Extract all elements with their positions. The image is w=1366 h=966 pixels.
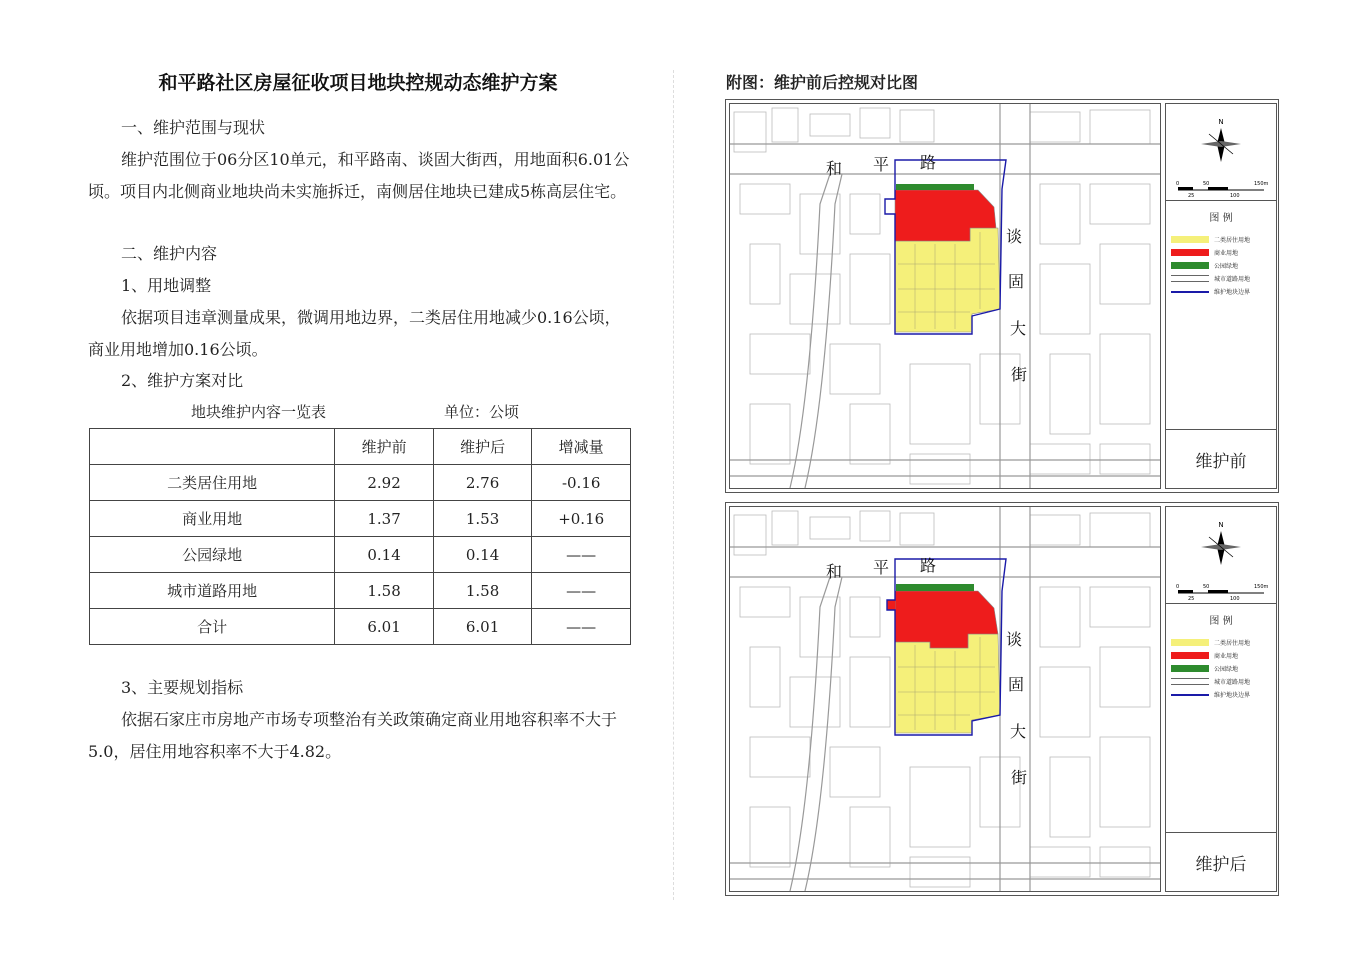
legend-swatch <box>1171 262 1209 269</box>
figure-title: 附图：维护前后控规对比图 <box>726 73 919 92</box>
map-panel-after <box>725 502 1279 896</box>
street-label-north: 平 <box>873 155 890 174</box>
table-row <box>90 501 631 537</box>
legend-item: 商业用地 <box>1171 651 1271 661</box>
table-row <box>90 609 631 645</box>
compass-icon <box>1166 507 1276 603</box>
map-sidebar <box>1165 103 1277 489</box>
section3-body: 依据石家庄市房地产市场专项整治有关政策确定商业用地容积率不大于5.0，居住用地容积率不大于4.82。 <box>88 710 618 761</box>
table-header-cell: 维护后 <box>433 429 532 465</box>
table-row <box>90 573 631 609</box>
table-row <box>90 465 631 501</box>
legend-item: 公园绿地 <box>1171 261 1271 271</box>
table-cell: 6.01 <box>335 609 434 645</box>
compass-icon <box>1166 104 1276 200</box>
table-cell: 2.76 <box>433 465 532 501</box>
comparison-table <box>89 428 631 645</box>
table-header-cell <box>90 429 335 465</box>
street-label-east: 大 <box>1010 722 1027 741</box>
table-header-row <box>90 429 631 465</box>
legend-title: 图 例 <box>1209 213 1233 224</box>
legend-item: 二类居住用地 <box>1171 235 1271 245</box>
table-cell: —— <box>532 537 631 573</box>
table-cell: 合计 <box>90 609 335 645</box>
table-cell: 1.37 <box>335 501 434 537</box>
scale-tick: 50 <box>1203 181 1210 187</box>
street-label-east: 谈 <box>1006 227 1023 246</box>
legend-title: 图 例 <box>1209 616 1233 627</box>
scale-tick: 0 <box>1176 181 1180 187</box>
table-caption: 地块维护内容一览表 <box>191 403 327 421</box>
section2-2-heading: 2、维护方案对比 <box>121 371 244 390</box>
panel-label: 维护前 <box>1195 451 1247 472</box>
map-before <box>729 103 1161 489</box>
scale-tick: 0 <box>1176 584 1180 590</box>
legend-swatch <box>1171 665 1209 672</box>
page-divider <box>673 70 674 900</box>
site-map-after <box>730 507 1160 891</box>
legend-item: 二类居住用地 <box>1171 638 1271 648</box>
north-label: N <box>1218 521 1224 529</box>
table-row <box>90 537 631 573</box>
legend-swatch <box>1171 275 1209 282</box>
street-label-north: 和 <box>826 562 843 581</box>
street-label-east: 大 <box>1010 319 1027 338</box>
table-cell: 二类居住用地 <box>90 465 335 501</box>
table-cell: 1.58 <box>433 573 532 609</box>
table-cell: +0.16 <box>532 501 631 537</box>
legend-item: 商业用地 <box>1171 248 1271 258</box>
legend-swatch <box>1171 639 1209 646</box>
section2-heading: 二、维护内容 <box>121 244 218 263</box>
legend-box <box>1166 201 1276 430</box>
site-map-before <box>730 104 1160 488</box>
legend-item: 城市道路用地 <box>1171 677 1271 687</box>
street-label-east: 固 <box>1008 272 1025 291</box>
table-cell: 2.92 <box>335 465 434 501</box>
table-cell: -0.16 <box>532 465 631 501</box>
north-scale-box <box>1166 507 1276 604</box>
table-header-cell: 增减量 <box>532 429 631 465</box>
table-cell: 0.14 <box>335 537 434 573</box>
panel-label: 维护后 <box>1195 854 1247 875</box>
table-cell: 1.53 <box>433 501 532 537</box>
legend-swatch <box>1171 694 1209 696</box>
legend-item: 公园绿地 <box>1171 664 1271 674</box>
street-label-east: 谈 <box>1006 630 1023 649</box>
map-panel-before <box>725 99 1279 493</box>
street-label-east: 街 <box>1011 768 1028 787</box>
legend-swatch <box>1171 236 1209 243</box>
street-label-east: 固 <box>1008 675 1025 694</box>
legend-item: 维护地块边界 <box>1171 287 1271 297</box>
table-cell: —— <box>532 573 631 609</box>
section2-1-heading: 1、用地调整 <box>121 276 212 295</box>
scale-tick: 25 <box>1188 193 1195 199</box>
table-cell: 0.14 <box>433 537 532 573</box>
table-cell: —— <box>532 609 631 645</box>
legend-swatch <box>1171 249 1209 256</box>
legend-swatch <box>1171 678 1209 685</box>
legend-swatch <box>1171 652 1209 659</box>
legend-swatch <box>1171 291 1209 293</box>
street-label-east: 街 <box>1011 365 1028 384</box>
section2-1-body: 依据项目违章测量成果，微调用地边界，二类居住用地减少0.16公顷，商业用地增加0.16公顷。 <box>88 308 621 359</box>
table-cell: 6.01 <box>433 609 532 645</box>
legend-item: 维护地块边界 <box>1171 690 1271 700</box>
table-cell: 1.58 <box>335 573 434 609</box>
table-header-cell: 维护前 <box>335 429 434 465</box>
document-title: 和平路社区房屋征收项目地块控规动态维护方案 <box>158 72 558 94</box>
section1-body: 维护范围位于06分区10单元，和平路南、谈固大街西，用地面积6.01公顷。项目内北侧商业地块尚未实施拆迁，南侧居住地块已建成5栋高层住宅。 <box>88 150 630 201</box>
section1-heading: 一、维护范围与现状 <box>121 118 266 137</box>
map-sidebar <box>1165 506 1277 892</box>
north-scale-box <box>1166 104 1276 201</box>
scale-tick: 150m <box>1254 584 1269 590</box>
street-label-north: 路 <box>920 556 937 575</box>
scale-tick: 25 <box>1188 596 1195 602</box>
scale-tick: 50 <box>1203 584 1210 590</box>
table-unit: 单位：公顷 <box>444 403 520 421</box>
scale-tick: 150m <box>1254 181 1269 187</box>
section3-heading: 3、主要规划指标 <box>121 678 244 697</box>
street-label-north: 和 <box>826 159 843 178</box>
scale-tick: 100 <box>1230 596 1240 602</box>
street-label-north: 路 <box>920 153 937 172</box>
street-label-north: 平 <box>873 558 890 577</box>
table-cell: 公园绿地 <box>90 537 335 573</box>
table-cell: 商业用地 <box>90 501 335 537</box>
scale-tick: 100 <box>1230 193 1240 199</box>
map-after <box>729 506 1161 892</box>
legend-item: 城市道路用地 <box>1171 274 1271 284</box>
legend-box <box>1166 604 1276 833</box>
table-cell: 城市道路用地 <box>90 573 335 609</box>
north-label: N <box>1218 118 1224 126</box>
